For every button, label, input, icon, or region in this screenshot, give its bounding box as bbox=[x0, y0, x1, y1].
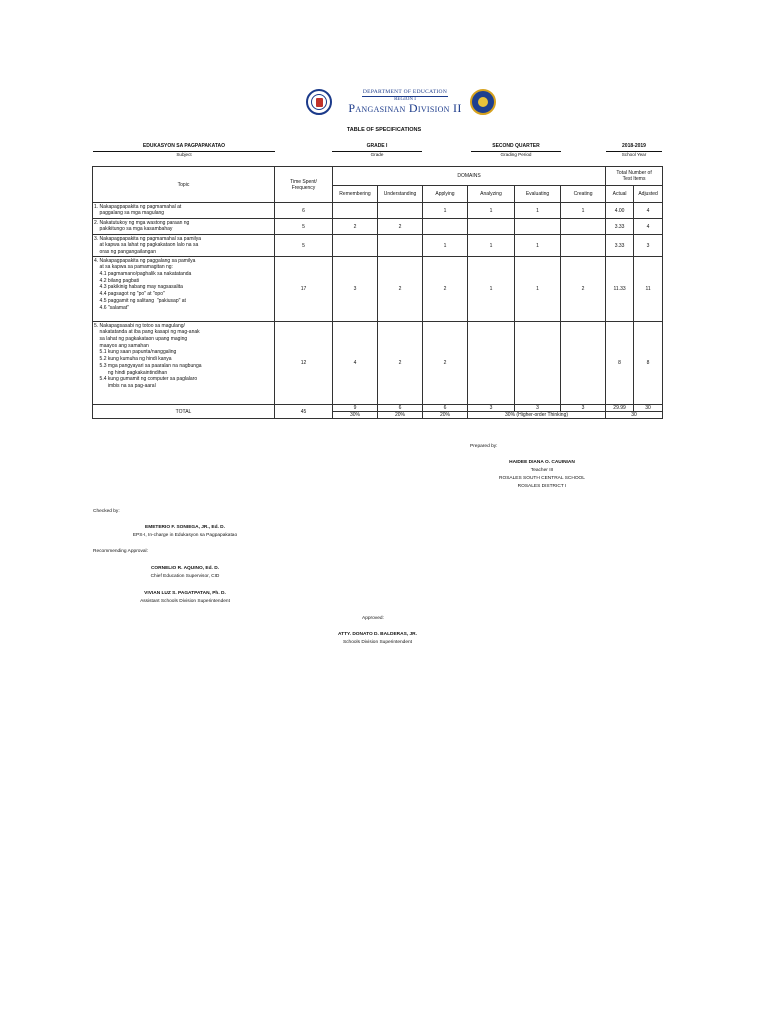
remembering-cell: 4 bbox=[333, 322, 378, 405]
recommender2-position: Assistant Schools Division Superintendent bbox=[140, 599, 230, 604]
actual-cell: 4.00 bbox=[606, 203, 634, 219]
total-actual: 29.99 bbox=[606, 405, 634, 412]
topic-header: Topic bbox=[93, 167, 275, 203]
adjusted-cell: 3 bbox=[634, 235, 663, 257]
evaluating-cell: 1 bbox=[515, 257, 561, 322]
analyzing-cell bbox=[468, 219, 515, 235]
remembering-cell: 3 bbox=[333, 257, 378, 322]
understanding-cell bbox=[378, 235, 423, 257]
adjusted-header: Adjusted bbox=[634, 186, 663, 203]
approver-position: Schools Division Superintendent bbox=[342, 640, 413, 645]
understanding-cell: 2 bbox=[378, 257, 423, 322]
adjusted-cell: 4 bbox=[634, 203, 663, 219]
actual-cell: 3.33 bbox=[606, 219, 634, 235]
table-row bbox=[93, 203, 663, 219]
analyzing-cell: 1 bbox=[468, 257, 515, 322]
analyzing-header: Analyzing bbox=[468, 186, 515, 203]
total-creating: 3 bbox=[561, 405, 606, 412]
document-title: TABLE OF SPECIFICATIONS bbox=[346, 127, 422, 133]
time-cell: 5 bbox=[275, 219, 333, 235]
evaluating-cell: 1 bbox=[515, 235, 561, 257]
prepared-by-label: Prepared by: bbox=[470, 444, 498, 449]
approved-label: Approved: bbox=[362, 616, 384, 621]
pct-remembering: 30% bbox=[333, 412, 378, 419]
creating-cell: 2 bbox=[561, 257, 606, 322]
division-name: Pangasinan Division II bbox=[348, 101, 462, 115]
analyzing-cell: 1 bbox=[468, 203, 515, 219]
evaluating-cell bbox=[515, 219, 561, 235]
checker-position: EPS-I, In-charge in Edukasyon sa Pagpapakatao bbox=[132, 533, 238, 538]
school-year-caption: School Year bbox=[621, 151, 647, 157]
preparer-position: Teacher III bbox=[530, 468, 554, 473]
grading-period-value: SECOND QUARTER bbox=[492, 143, 540, 149]
checked-by-label: Checked by: bbox=[93, 509, 120, 514]
understanding-header: Understanding bbox=[378, 186, 423, 203]
evaluating-header: Evaluating bbox=[515, 186, 561, 203]
evaluating-cell: 1 bbox=[515, 203, 561, 219]
total-row bbox=[93, 405, 663, 412]
total-understanding: 6 bbox=[378, 405, 423, 412]
pct-understanding: 20% bbox=[378, 412, 423, 419]
approver-name: ATTY. DONATO D. BALDERAS, JR. bbox=[338, 632, 417, 637]
actual-cell: 8 bbox=[606, 322, 634, 405]
applying-cell: 1 bbox=[423, 235, 468, 257]
recommender1-name: CORNELIO R. AQUINO, Ed. D. bbox=[150, 566, 220, 571]
adjusted-cell: 4 bbox=[634, 219, 663, 235]
evaluating-cell bbox=[515, 322, 561, 405]
region-name: REGION I bbox=[394, 97, 416, 102]
pct-applying: 20% bbox=[423, 412, 468, 419]
preparer-name: HAIDEE DIANA O. CAUINIAN bbox=[509, 460, 575, 465]
pct-higher-order: 30% (Higher-order Thinking) bbox=[468, 412, 606, 419]
total-remembering: 9 bbox=[333, 405, 378, 412]
total-time: 45 bbox=[275, 405, 333, 419]
table-row bbox=[93, 219, 663, 235]
understanding-cell: 2 bbox=[378, 219, 423, 235]
school-year-value: 2018-2019 bbox=[622, 143, 646, 149]
applying-cell: 2 bbox=[423, 322, 468, 405]
topic-cell: 2. Nakatutukoy ng mga wastong paraan ng pakikitungo sa mga kasambahay bbox=[93, 219, 275, 235]
total-analyzing: 3 bbox=[468, 405, 515, 412]
total-items-header: Total Number of Test Items bbox=[606, 167, 663, 186]
recommending-label: Recommending Approval: bbox=[93, 549, 148, 554]
applying-cell: 2 bbox=[423, 257, 468, 322]
department-name: DEPARTMENT OF EDUCATION bbox=[362, 89, 448, 95]
creating-cell bbox=[561, 219, 606, 235]
total-adjusted: 30 bbox=[634, 405, 663, 412]
understanding-cell bbox=[378, 203, 423, 219]
division-seal-icon bbox=[470, 89, 496, 115]
creating-cell bbox=[561, 235, 606, 257]
recommender2-name: VIVIAN LUZ S. PAGATPATAN, Ph. D. bbox=[144, 591, 226, 596]
remembering-header: Remembering bbox=[333, 186, 378, 203]
deped-seal-icon bbox=[306, 89, 332, 115]
remembering-cell bbox=[333, 235, 378, 257]
total-evaluating: 3 bbox=[515, 405, 561, 412]
grade-value: GRADE I bbox=[366, 143, 388, 149]
time-cell: 5 bbox=[275, 235, 333, 257]
topic-cell: 3. Nakapagpapakita ng pagmamahal sa pamilya at kapwa sa lahat ng pagkakataon lalo na sa oras ng pangangailangan bbox=[93, 235, 275, 257]
time-cell: 12 bbox=[275, 322, 333, 405]
subject-value: EDUKASYON SA PAGPAPAKATAO bbox=[142, 143, 226, 149]
total-applying: 6 bbox=[423, 405, 468, 412]
subject-caption: Subject bbox=[176, 151, 192, 157]
applying-cell bbox=[423, 219, 468, 235]
table-row bbox=[93, 235, 663, 257]
adjusted-cell: 11 bbox=[634, 257, 663, 322]
applying-header: Applying bbox=[423, 186, 468, 203]
analyzing-cell bbox=[468, 322, 515, 405]
domains-header: DOMAINS bbox=[333, 167, 606, 186]
actual-cell: 3.33 bbox=[606, 235, 634, 257]
grade-caption: Grade bbox=[370, 151, 384, 157]
grading-period-caption: Grading Period bbox=[500, 151, 532, 157]
topic-cell: 4. Nakapagpapakita ng paggalang sa pamilya at sa kapwa sa pamamagitan ng: 4.1 pagmamano/paghalik sa nakatatanda 4.2 bilang pagbati 4.3 pakikinig habang may nagsasalita 4.4 pagsagot ng "po" at "opo" 4.5 paggamit ng salitang "pakiusap" at 4.6 "salamat" bbox=[93, 257, 275, 322]
creating-cell: 1 bbox=[561, 203, 606, 219]
recommender1-position: Chief Education Supervisor, CID bbox=[150, 574, 220, 579]
topic-cell: 5. Nakapagsasabi ng totoo sa magulang/ nakatatanda at iba pang kasapi ng mag-anak sa lahat ng pagkakataon upang maging maayos ang samahan 5.1 kung saan papunta/nanggaling 5.2 kung kumuha ng hindi kanya 5.3 mga pangyayari sa paaralan na nagbunga ng hindi pagkakaintindihan 5.4 kung gumamit ng computer sa paglalaro imbis na sa pag-aaral bbox=[93, 322, 275, 405]
time-spent-header: Time Spent/ Frequency bbox=[275, 167, 333, 203]
understanding-cell: 2 bbox=[378, 322, 423, 405]
preparer-school: ROSALES SOUTH CENTRAL SCHOOL bbox=[499, 476, 585, 481]
actual-cell: 11.33 bbox=[606, 257, 634, 322]
applying-cell: 1 bbox=[423, 203, 468, 219]
adjusted-cell: 8 bbox=[634, 322, 663, 405]
remembering-cell: 2 bbox=[333, 219, 378, 235]
remembering-cell bbox=[333, 203, 378, 219]
pct-total: 30 bbox=[606, 412, 663, 419]
checker-name: EMETERIO F. SONIEGA, JR., Ed. D. bbox=[145, 525, 225, 530]
time-cell: 6 bbox=[275, 203, 333, 219]
actual-header: Actual bbox=[606, 186, 634, 203]
total-label: TOTAL bbox=[93, 405, 275, 419]
time-cell: 17 bbox=[275, 257, 333, 322]
table-row bbox=[93, 257, 663, 322]
analyzing-cell: 1 bbox=[468, 235, 515, 257]
table-row bbox=[93, 322, 663, 405]
creating-cell bbox=[561, 322, 606, 405]
creating-header: Creating bbox=[561, 186, 606, 203]
preparer-district: ROSALES DISTRICT I bbox=[517, 484, 567, 489]
topic-cell: 1. Nakapagpapakita ng pagmamahal at paggalang sa mga magulang bbox=[93, 203, 275, 219]
specifications-table bbox=[92, 166, 663, 419]
